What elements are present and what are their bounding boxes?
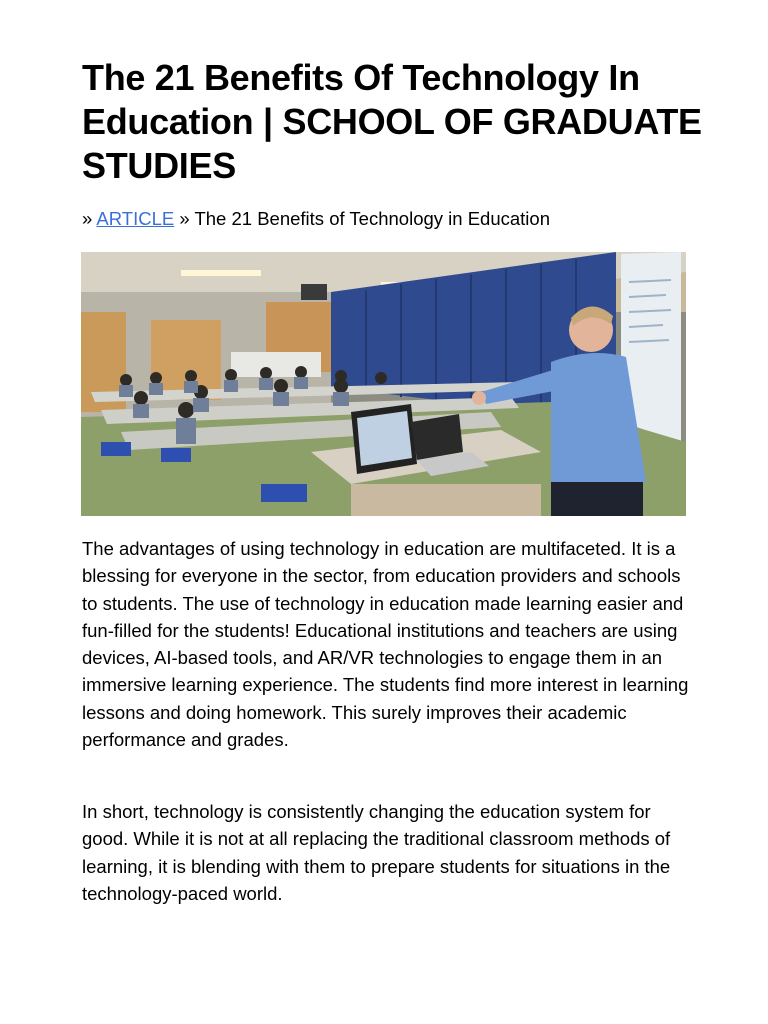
breadcrumb-prefix: » — [82, 208, 93, 229]
page-title: The 21 Benefits Of Technology In Education | SCHOOL OF GRADUATE STUDIES — [82, 57, 702, 186]
summary-paragraph: In short, technology is consistently changing the education system for good. While it is not at all replacing the traditional classroom methods of learning, it is blending with them to prepare students for situations in the technology-paced world. — [82, 801, 671, 904]
classroom-photo-icon — [81, 252, 686, 516]
breadcrumb — [82, 207, 702, 231]
breadcrumb-separator: » — [179, 208, 190, 229]
intro-paragraph: The advantages of using technology in education are multifaceted. It is a blessing for everyone in the sector, from education providers and schools to students. The use of technology in education made learning easier and fun-filled for the students! Educational institutions and teachers are using devices, AI-based tools, and AR/VR technologies to engage them in an immersive learning experience. The students find more interest in learning lessons and doing homework. This surely improves their academic performance and grades. — [82, 538, 689, 751]
breadcrumb-article-link[interactable]: ARTICLE — [96, 208, 175, 229]
classroom-photo — [81, 252, 686, 516]
breadcrumb-current: The 21 Benefits of Technology in Education — [194, 208, 550, 229]
